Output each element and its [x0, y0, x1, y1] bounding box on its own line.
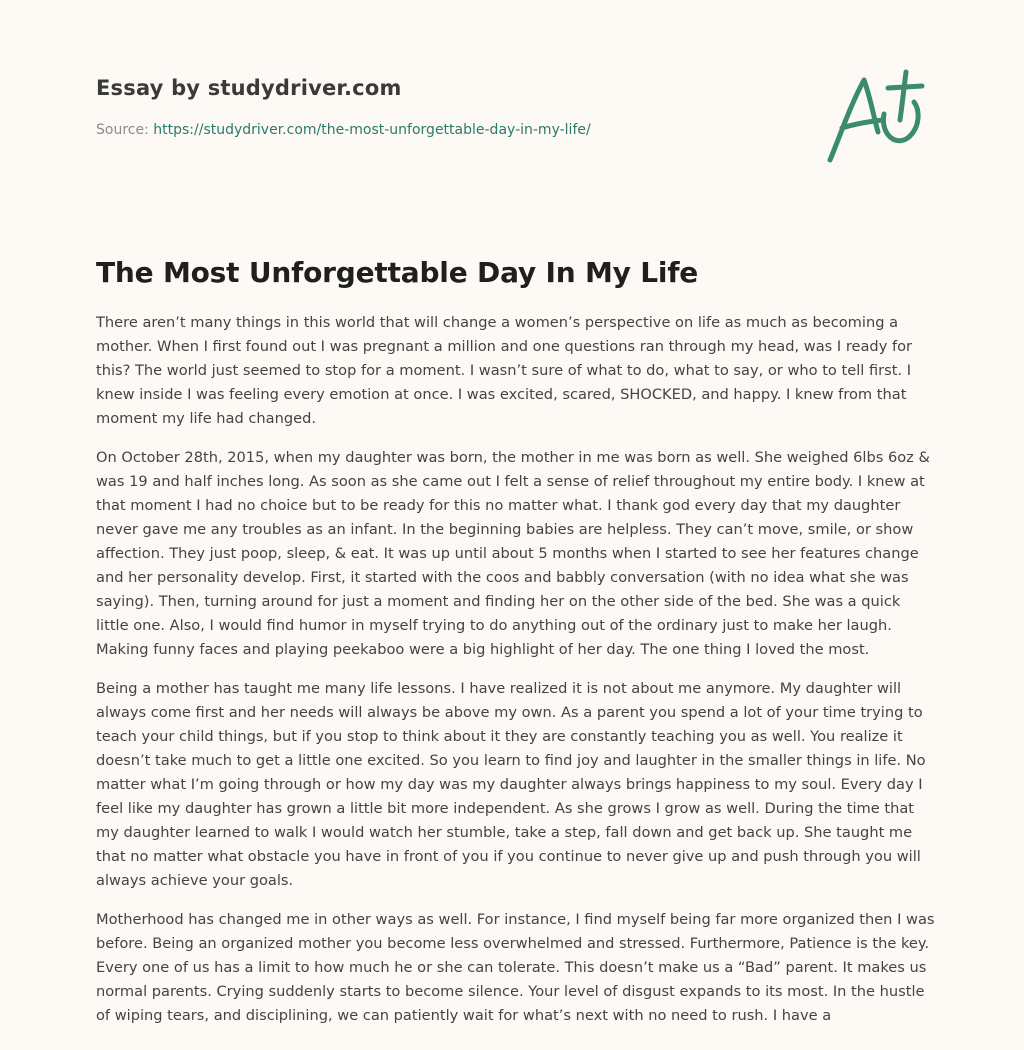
a-plus-logo: [822, 66, 932, 166]
essay-title: The Most Unforgettable Day In My Life: [96, 256, 699, 289]
a-plus-logo-icon: [822, 66, 932, 166]
site-title: Essay by studydriver.com: [96, 76, 402, 100]
essay-paragraph: On October 28th, 2015, when my daughter was born, the mother in me was born as well. She weighed 6lbs 6oz & was 19 and half inches long. As soon as she came out I felt a sense of relief throughout my entire body. I knew at that moment I had no choice but to be ready for this no matter what. I thank god every day that my daughter never gave me any troubles as an infant. In the beginning babies are helpless. They can’t move, smile, or show affection. They just poop, sleep, & eat. It was up until about 5 months when I started to see her features change and her personality develop. First, it started with the coos and babbly conversation (with no idea what she was saying). Then, turning around for just a moment and finding her on the other side of the bed. She was a quick little one. Also, I would find humor in myself trying to do anything out of the ordinary just to make her laugh. Making funny faces and playing peekaboo were a big highlight of her day. The one thing I loved the most.: [96, 449, 930, 658]
essay-paragraph: Motherhood has changed me in other ways as well. For instance, I find myself being far more organized then I was before. Being an organized mother you become less overwhelmed and stressed. Furthermore, Patience is the key. Every one of us has a limit to how much he or she can tolerate. This doesn’t make us a “Bad” parent. It makes us normal parents. Crying suddenly starts to become silence. Your level of disgust expands to its most. In the hustle of wiping tears, and disciplining, we can patiently wait for what’s next with no need to rush. I have a: [96, 911, 935, 1024]
source-line: [96, 122, 796, 138]
essay-paragraph: Being a mother has taught me many life lessons. I have realized it is not about me anymore. My daughter will always come first and her needs will always be above my own. As a parent you spend a lot of your time trying to teach your child things, but if you stop to think about it they are constantly teaching you as well. You realize it doesn’t take much to get a little one excited. So you learn to find joy and laughter in the smaller things in life. No matter what I’m going through or how my day was my daughter always brings happiness to my soul. Every day I feel like my daughter has grown a little bit more independent. As she grows I grow as well. During the time that my daughter learned to walk I would watch her stumble, take a step, fall down and get back up. She taught me that no matter what obstacle you have in front of you if you continue to never give up and push through you will always achieve your goals.: [96, 680, 926, 889]
essay-paragraph: There aren’t many things in this world that will change a women’s perspective on life as much as becoming a mother. When I first found out I was pregnant a million and one questions ran through my head, was I ready for this? The world just seemed to stop for a moment. I wasn’t sure of what to do, what to say, or who to tell first. I knew inside I was feeling every emotion at once. I was excited, scared, SHOCKED, and happy. I knew from that moment my life had changed.: [96, 314, 913, 427]
page-header: [96, 76, 796, 138]
essay-article: [96, 256, 936, 1043]
source-label: Source:: [96, 122, 149, 138]
source-link[interactable]: https://studydriver.com/the-most-unforgettable-day-in-my-life/: [153, 122, 591, 138]
